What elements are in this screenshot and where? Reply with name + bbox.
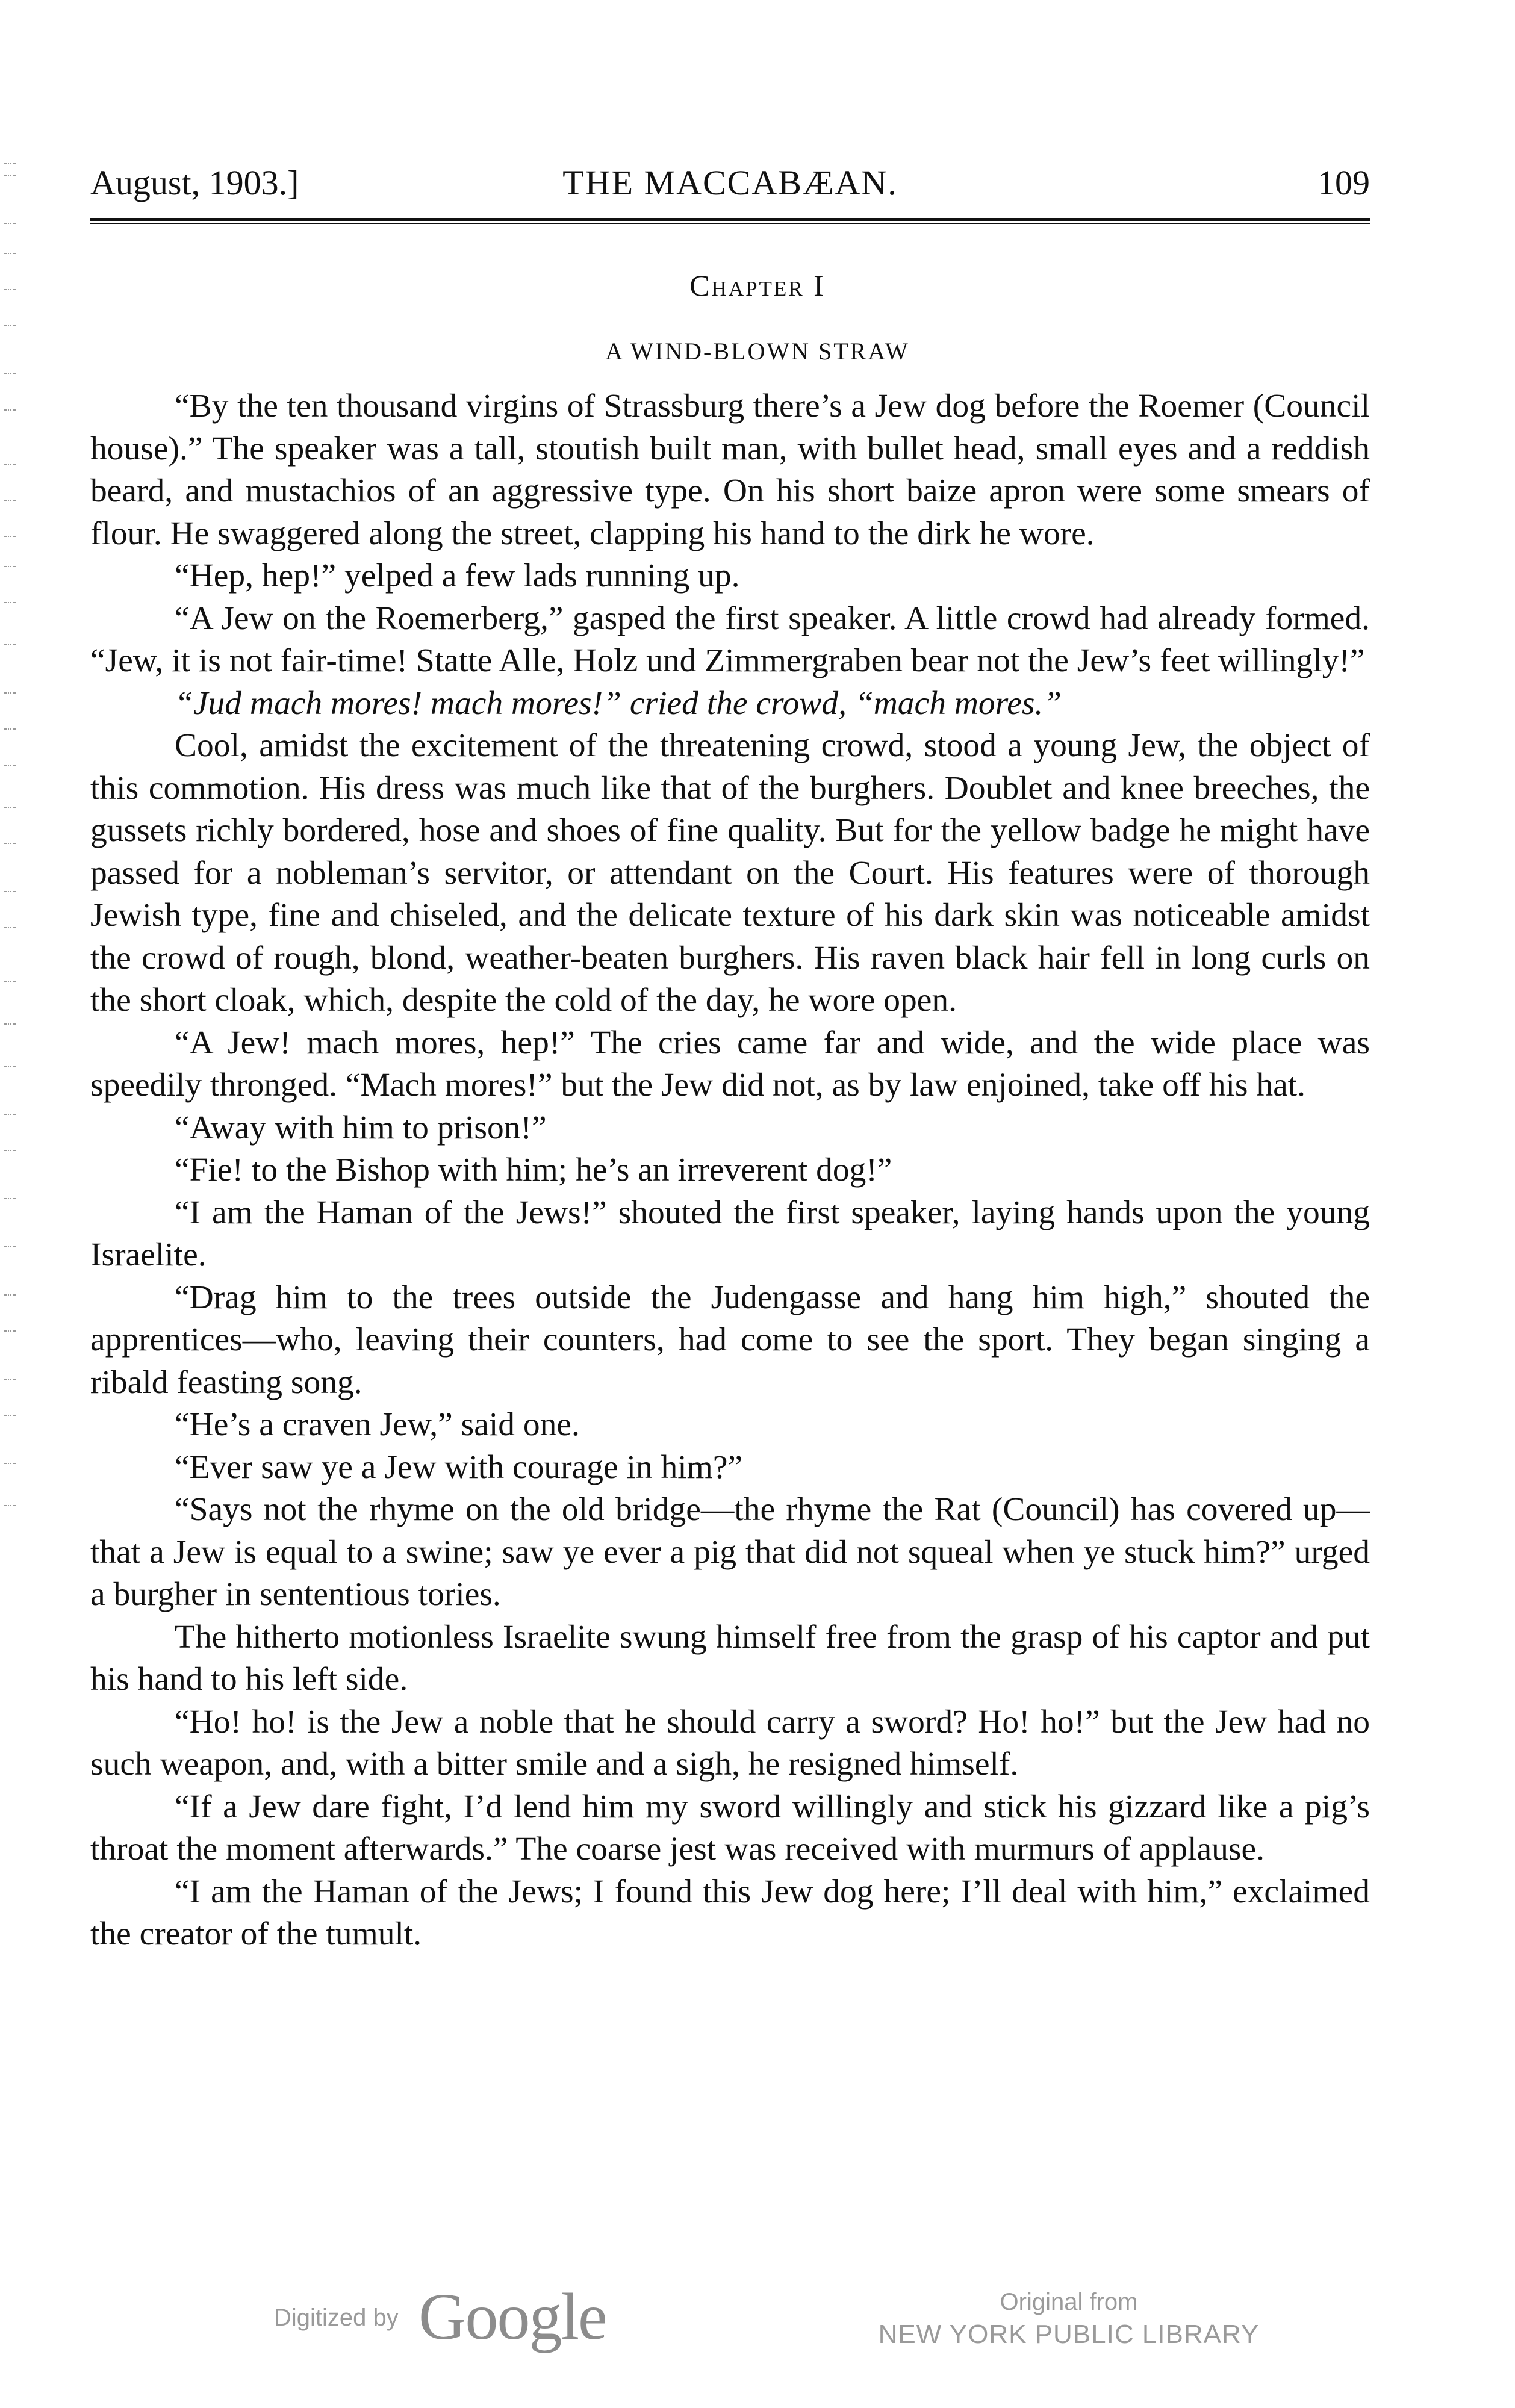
paragraph: “Says not the rhyme on the old bridge—the rhyme the Rat (Council) has covered up—that a Jew is equal to a swine; saw ye ever a pig that did not squeal when ye stuck him?” urged a burgher in sententious tories. (90, 1491, 1370, 1613)
binding-speck (4, 1505, 16, 1512)
running-header (90, 163, 1370, 205)
paragraph: “Hep, hep!” yelped a few lads running up. (175, 557, 740, 594)
binding-speck (4, 1379, 16, 1386)
binding-speck (4, 1415, 16, 1422)
header-journal-title: THE MACCABÆAN. (562, 163, 898, 202)
source-library-watermark (843, 2288, 1295, 2353)
binding-speck (4, 927, 16, 934)
binding-speck (4, 175, 16, 182)
binding-speck (4, 409, 16, 417)
binding-speck (4, 644, 16, 651)
paragraph: “He’s a craven Jew,” said one. (175, 1406, 580, 1443)
binding-speck (4, 602, 16, 609)
chapter-title: Chapter I (689, 268, 826, 302)
google-logo: Google (418, 2280, 606, 2353)
binding-speck (4, 464, 16, 471)
binding-speck (4, 1114, 16, 1121)
paragraph: The hitherto motionless Israelite swung himself free from the grasp of his captor and put his hand to his left side. (90, 1618, 1370, 1698)
header-rule-thin (90, 223, 1370, 224)
binding-speck (4, 566, 16, 573)
paragraph: “A Jew on the Roemerberg,” gasped the first speaker. A little crowd had already formed. “Jew, it is not fair-time! Statte Alle, Holz und Zimmergraben bear not the Jew’s feet willingly!” (90, 600, 1370, 679)
binding-speck (4, 373, 16, 380)
paragraph: “Jud mach mores! mach mores!” cried the crowd, “mach mores.” (175, 684, 1062, 722)
binding-speck (4, 1066, 16, 1073)
binding-speck (4, 500, 16, 507)
binding-speck (4, 163, 16, 170)
chapter-body (90, 385, 1370, 1956)
binding-speck (4, 765, 16, 772)
page-number: 109 (1317, 163, 1370, 202)
binding-speck (4, 1246, 16, 1253)
binding-speck (4, 223, 16, 230)
binding-speck (4, 891, 16, 898)
binding-speck (4, 1294, 16, 1302)
paragraph: Cool, amidst the excitement of the threatening crowd, stood a young Jew, the object of this commotion. His dress was much like that of the burghers. Doublet and knee breeches, the gussets richly bordered, hose and shoes of fine quality. But for the yellow badge he might have passed for a nobleman’s servitor, or attendant on the Court. His features were of thorough Jewish type, fine and chiseled, and the delicate texture of his dark skin was noticeable amidst the crowd of rough, blond, weather-beaten burghers. His raven black hair fell in long curls on the short cloak, which, despite the cold of the day, he wore open. (90, 727, 1370, 1019)
chapter-subtitle: A WIND-BLOWN STRAW (605, 338, 910, 365)
binding-speck (4, 1330, 16, 1338)
binding-speck (4, 1463, 16, 1470)
binding-speck (4, 1023, 16, 1031)
binding-speck (4, 843, 16, 850)
binding-speck (4, 325, 16, 332)
paragraph: “A Jew! mach mores, hep!” The cries came far and wide, and the wide place was speedily thronged. “Mach mores!” but the Jew did not, as by law enjoined, take off his hat. (90, 1024, 1370, 1103)
paragraph: “Ho! ho! is the Jew a noble that he should carry a sword? Ho! ho!” but the Jew had no such weapon, and, with a bitter smile and a sigh, he resigned himself. (90, 1703, 1370, 1783)
paragraph: “I am the Haman of the Jews; I found this Jew dog here; I’ll deal with him,” exclaimed the creator of the tumult. (90, 1873, 1370, 1952)
paragraph: “I am the Haman of the Jews!” shouted the first speaker, laying hands upon the young Israelite. (90, 1194, 1370, 1273)
binding-speck (4, 536, 16, 543)
header-date: August, 1903.] (90, 163, 299, 202)
binding-speck (4, 728, 16, 736)
binding-speck (4, 1150, 16, 1157)
header-rule-thick (90, 218, 1370, 221)
paragraph: “By the ten thousand virgins of Strassburg there’s a Jew dog before the Roemer (Council house).” The speaker was a tall, stoutish built man, with bullet head, small eyes and a reddish beard, and mustachios of an aggressive type. On his short baize apron were some smears of flour. He swaggered along the street, clapping his hand to the dirk he wore. (90, 388, 1370, 552)
paragraph: “Away with him to prison!” (175, 1109, 547, 1146)
binding-speck (4, 1198, 16, 1205)
paragraph: “If a Jew dare fight, I’d lend him my sword willingly and stick his gizzard like a pig’s throat the moment afterwards.” The coarse jest was received with murmurs of applause. (90, 1788, 1370, 1867)
binding-speck (4, 981, 16, 988)
original-from-label: Original from (1000, 2289, 1138, 2315)
library-name: NEW YORK PUBLIC LIBRARY (878, 2320, 1260, 2349)
paragraph: “Drag him to the trees outside the Judengasse and hang him high,” shouted the apprentices—who, leaving their counters, had come to see the sport. They began singing a ribald feasting song. (90, 1279, 1370, 1401)
binding-speck (4, 253, 16, 260)
digitized-by-watermark (274, 2282, 635, 2354)
binding-speck (4, 807, 16, 814)
paragraph: “Ever saw ye a Jew with courage in him?” (175, 1448, 743, 1486)
binding-speck (4, 692, 16, 700)
binding-edge-marks (0, 150, 24, 1836)
digitized-label: Digitized by (274, 2304, 399, 2331)
paragraph: “Fie! to the Bishop with him; he’s an irreverent dog!” (175, 1152, 892, 1188)
